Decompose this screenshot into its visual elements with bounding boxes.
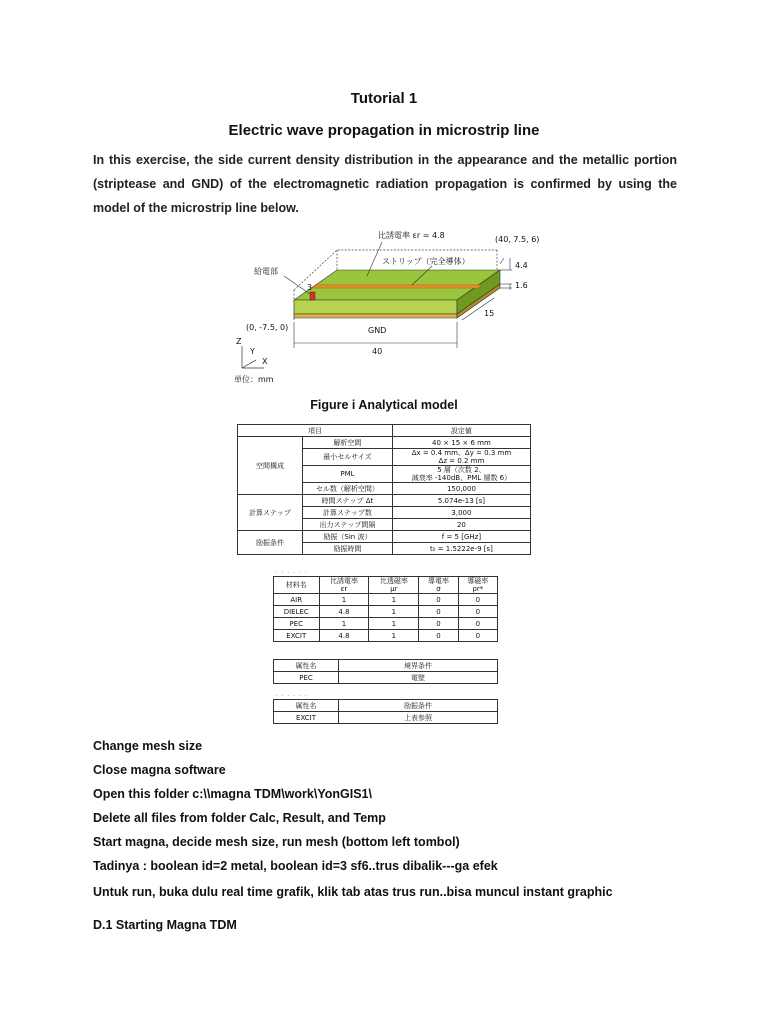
- value-cell: Δx = 0.4 mm、Δy = 0.3 mm Δz = 0.2 mm: [392, 449, 530, 466]
- dim-16-label: 1.6: [515, 281, 528, 290]
- microstrip-strip: [312, 285, 482, 288]
- group-cell: 空間構成: [238, 437, 303, 495]
- page-subtitle: Electric wave propagation in microstrip line: [228, 122, 540, 139]
- item-cell: 励振（Sin 波）: [303, 531, 393, 543]
- microstrip-model-drawing: [232, 228, 540, 388]
- axis-x-label: X: [262, 357, 268, 366]
- table-cell: 0: [419, 594, 458, 606]
- section-heading: D.1 Starting Magna TDM: [93, 918, 237, 932]
- table-cell: 0: [458, 606, 497, 618]
- corner-top-label: (40, 7.5, 6): [495, 235, 540, 244]
- table-cell: 上表参照: [339, 712, 498, 724]
- axis-y-label: Y: [250, 347, 255, 356]
- item-cell: PML: [303, 466, 393, 483]
- step-line: Change mesh size: [93, 739, 203, 753]
- table-row: [274, 630, 498, 642]
- table-header-cell: 項目: [238, 425, 393, 437]
- excitation-condition-table: [273, 699, 498, 724]
- table-cell: 1: [369, 618, 419, 630]
- feed-label: 給電部: [254, 267, 278, 276]
- step-line: Close magna software: [93, 763, 226, 777]
- table-row: [238, 437, 531, 449]
- unit-label: 単位：mm: [234, 375, 274, 384]
- simulation-settings-table: [237, 424, 531, 555]
- boundary-condition-table: [273, 659, 498, 684]
- table-header-cell: 材料名: [274, 577, 320, 594]
- value-cell: 150,000: [392, 483, 530, 495]
- item-cell: 最小セルサイズ: [303, 449, 393, 466]
- table-cell: 1: [369, 594, 419, 606]
- table-row: [274, 712, 498, 724]
- table-row: [274, 606, 498, 618]
- table-cell: 1: [319, 618, 369, 630]
- step-line: Tadinya : boolean id=2 metal, boolean id=3 sf6..trus dibalik---ga efek: [93, 859, 498, 873]
- substrate-front-face: [294, 300, 457, 314]
- decorative-dots: · · · · · ·: [276, 693, 308, 699]
- value-cell: t₀ = 1.5222e-9 [s]: [392, 543, 530, 555]
- step-line: Untuk run, buka dulu real time grafik, klik tab atas trus run..bisa muncul instant graphic: [93, 885, 613, 899]
- decorative-dots: · · · · · ·: [276, 570, 308, 576]
- material-name-cell: PEC: [274, 618, 320, 630]
- table-cell: 1: [319, 594, 369, 606]
- item-cell: 解析空間: [303, 437, 393, 449]
- feed-port: [310, 292, 315, 300]
- table-header-cell: 比透磁率 μr: [369, 577, 419, 594]
- value-cell: 3,000: [392, 507, 530, 519]
- table-header-cell: 境界条件: [339, 660, 498, 672]
- item-cell: 時間ステップ Δt: [303, 495, 393, 507]
- figure-caption: Figure i Analytical model: [310, 398, 458, 412]
- table-cell: PEC: [274, 672, 339, 684]
- table-header-cell: 属性名: [274, 700, 339, 712]
- table-row: [238, 531, 531, 543]
- gnd-label: GND: [368, 326, 387, 335]
- value-cell: 5.074e-13 [s]: [392, 495, 530, 507]
- value-cell: f = 5 [GHz]: [392, 531, 530, 543]
- table-row: [238, 495, 531, 507]
- dim-3-label: 3: [307, 283, 313, 292]
- corner-bottom-label: (0, -7.5, 0): [246, 323, 289, 332]
- table-header-row: [238, 425, 531, 437]
- group-cell: 励振条件: [238, 531, 303, 555]
- table-header-cell: 導磁率 ρr*: [458, 577, 497, 594]
- gnd-front-face: [294, 314, 457, 318]
- dim-44-label: 4.4: [515, 261, 528, 270]
- table-header-cell: 比誘電率 εr: [319, 577, 369, 594]
- table-cell: 0: [458, 618, 497, 630]
- table-header-row: [274, 577, 498, 594]
- table-cell: 4.8: [319, 630, 369, 642]
- table-cell: 0: [419, 618, 458, 630]
- material-name-cell: EXCIT: [274, 630, 320, 642]
- table-header-cell: 励振条件: [339, 700, 498, 712]
- item-cell: 励振時間: [303, 543, 393, 555]
- value-cell: 5 層（次数 2、 減衰率 -140dB、PML 層数 6）: [392, 466, 530, 483]
- table-cell: 1: [369, 606, 419, 618]
- axis-z-label: Z: [236, 337, 242, 346]
- table-cell: 0: [458, 594, 497, 606]
- item-cell: 計算ステップ数: [303, 507, 393, 519]
- dim-15-label: 15: [484, 309, 495, 318]
- table-row: [274, 672, 498, 684]
- item-cell: 出力ステップ間隔: [303, 519, 393, 531]
- step-line: Start magna, decide mesh size, run mesh (bottom left tombol): [93, 835, 460, 849]
- strip-label: ストリップ（完全導体）: [382, 257, 470, 266]
- table-cell: 0: [419, 606, 458, 618]
- step-line: Delete all files from folder Calc, Result, and Temp: [93, 811, 386, 825]
- materials-table: [273, 576, 498, 642]
- table-cell: 1: [369, 630, 419, 642]
- page-title: Tutorial 1: [350, 90, 418, 107]
- table-cell: 電壁: [339, 672, 498, 684]
- table-row: [274, 594, 498, 606]
- item-cell: セル数（解析空間）: [303, 483, 393, 495]
- value-cell: 20: [392, 519, 530, 531]
- table-header-row: [274, 660, 498, 672]
- table-header-cell: 設定値: [392, 425, 530, 437]
- table-cell: 0: [419, 630, 458, 642]
- material-name-cell: DIELEC: [274, 606, 320, 618]
- table-header-cell: 属性名: [274, 660, 339, 672]
- table-cell: 4.8: [319, 606, 369, 618]
- table-header-row: [274, 700, 498, 712]
- intro-paragraph: In this exercise, the side current density distribution in the appearance and the metallic portion (striptease and GND) of the electromagnetic radiation propagation is confirmed by using the model of the microstrip line below.: [93, 153, 677, 215]
- dim-40-label: 40: [372, 347, 383, 356]
- group-cell: 計算ステップ: [238, 495, 303, 531]
- table-cell: 0: [458, 630, 497, 642]
- permittivity-label: 比誘電率 εr = 4.8: [378, 231, 445, 240]
- table-row: [274, 618, 498, 630]
- material-name-cell: AIR: [274, 594, 320, 606]
- table-cell: EXCIT: [274, 712, 339, 724]
- microstrip-model-figure: [232, 228, 540, 388]
- table-header-cell: 導電率 σ: [419, 577, 458, 594]
- step-line: Open this folder c:\\magna TDM\work\YonGIS1\: [93, 787, 372, 801]
- value-cell: 40 × 15 × 6 mm: [392, 437, 530, 449]
